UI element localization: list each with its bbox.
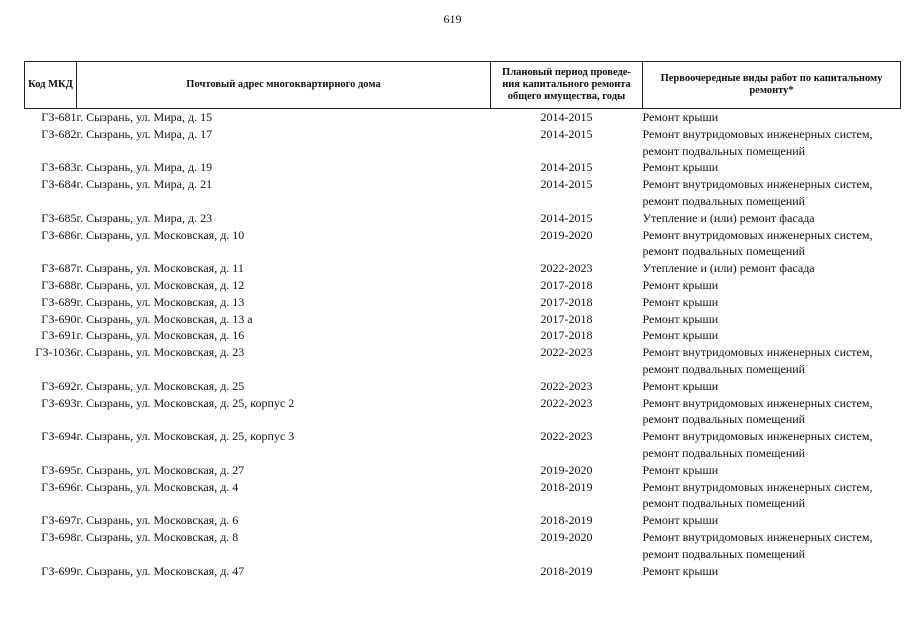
building-code: ГЗ-683 bbox=[41, 160, 77, 175]
header-works-line: ремонту* bbox=[749, 85, 794, 96]
building-address: г. Сызрань, ул. Московская, д. 16 bbox=[76, 328, 245, 343]
repair-works-line: ремонт подвальных помещений bbox=[642, 546, 806, 561]
building-address: г. Сызрань, ул. Московская, д. 4 bbox=[76, 479, 239, 494]
table-row bbox=[25, 563, 901, 580]
building-address: г. Сызрань, ул. Мира, д. 19 bbox=[76, 160, 213, 175]
repair-works bbox=[643, 428, 901, 462]
table-row bbox=[25, 227, 901, 261]
building-code: ГЗ-698 bbox=[41, 529, 77, 544]
building-address: г. Сызрань, ул. Московская, д. 25 bbox=[76, 378, 245, 393]
building-code: ГЗ-690 bbox=[41, 311, 77, 326]
table-row bbox=[25, 260, 901, 277]
repair-works bbox=[643, 344, 901, 378]
building-address: г. Сызрань, ул. Московская, д. 11 bbox=[76, 261, 244, 276]
repair-works bbox=[643, 327, 901, 344]
repair-works bbox=[643, 395, 901, 429]
header-address: Почтовый адрес многоквартирного дома bbox=[77, 62, 491, 109]
building-code: ГЗ-1036 bbox=[35, 345, 77, 360]
building-code: ГЗ-681 bbox=[41, 110, 77, 124]
building-code: ГЗ-691 bbox=[41, 328, 77, 343]
repair-works-line: Ремонт крыши bbox=[642, 311, 719, 326]
building-code: ГЗ-685 bbox=[41, 210, 77, 225]
repair-works bbox=[643, 277, 901, 294]
table-row bbox=[25, 529, 901, 563]
header-period-line: Плановый период проведе- bbox=[502, 67, 631, 78]
repair-works bbox=[643, 479, 901, 513]
building-address: г. Сызрань, ул. Московская, д. 6 bbox=[76, 513, 239, 528]
repair-period: 2014-2015 bbox=[540, 126, 593, 141]
repair-works-line: ремонт подвальных помещений bbox=[642, 143, 806, 158]
building-code: ГЗ-692 bbox=[41, 378, 77, 393]
table-row bbox=[25, 344, 901, 378]
repair-period: 2019-2020 bbox=[540, 227, 593, 242]
building-code: ГЗ-694 bbox=[41, 429, 77, 444]
table-row bbox=[25, 159, 901, 176]
building-code: ГЗ-689 bbox=[41, 294, 77, 309]
repair-works-line: Ремонт крыши bbox=[642, 462, 719, 477]
repair-works bbox=[643, 512, 901, 529]
building-address: г. Сызрань, ул. Московская, д. 27 bbox=[76, 462, 245, 477]
repair-works-line: Ремонт внутридомовых инженерных систем, bbox=[642, 395, 873, 410]
building-code: ГЗ-695 bbox=[41, 462, 77, 477]
building-address: г. Сызрань, ул. Мира, д. 15 bbox=[76, 110, 213, 124]
repair-period: 2022-2023 bbox=[540, 378, 593, 393]
table-row bbox=[25, 512, 901, 529]
header-period-line: общего имущества, годы bbox=[507, 91, 626, 102]
repair-works-line: Утепление и (или) ремонт фасада bbox=[642, 261, 815, 276]
repair-works-line: ремонт подвальных помещений bbox=[642, 412, 806, 427]
repair-works-line: Ремонт внутридомовых инженерных систем, bbox=[642, 429, 873, 444]
repair-works-line: Ремонт внутридомовых инженерных систем, bbox=[642, 529, 873, 544]
building-address: г. Сызрань, ул. Московская, д. 10 bbox=[76, 227, 245, 242]
table-row bbox=[25, 462, 901, 479]
header-period bbox=[491, 62, 643, 109]
table-row bbox=[25, 210, 901, 227]
repair-works-line: ремонт подвальных помещений bbox=[642, 193, 806, 208]
repair-works-line: Ремонт крыши bbox=[642, 513, 719, 528]
table-row bbox=[25, 395, 901, 429]
building-address: г. Сызрань, ул. Мира, д. 21 bbox=[76, 177, 213, 192]
repair-works bbox=[643, 462, 901, 479]
repair-works-line: ремонт подвальных помещений bbox=[642, 496, 806, 511]
repair-works bbox=[643, 294, 901, 311]
repair-period: 2017-2018 bbox=[540, 294, 593, 309]
repair-works-line: ремонт подвальных помещений bbox=[642, 361, 806, 376]
repair-period: 2022-2023 bbox=[540, 429, 593, 444]
building-address: г. Сызрань, ул. Московская, д. 25, корпус 3 bbox=[76, 429, 295, 444]
repair-period: 2018-2019 bbox=[540, 479, 593, 494]
table-row bbox=[25, 277, 901, 294]
repair-period: 2014-2015 bbox=[540, 177, 593, 192]
repair-period: 2019-2020 bbox=[540, 462, 593, 477]
building-address: г. Сызрань, ул. Московская, д. 13 bbox=[76, 294, 245, 309]
repair-works bbox=[643, 378, 901, 395]
building-code: ГЗ-697 bbox=[41, 513, 77, 528]
repair-period: 2014-2015 bbox=[540, 110, 593, 124]
building-code: ГЗ-693 bbox=[41, 395, 77, 410]
repair-works-line: Ремонт крыши bbox=[642, 563, 719, 578]
repair-works bbox=[643, 109, 901, 126]
table-row bbox=[25, 311, 901, 328]
repair-works-line: Ремонт крыши bbox=[642, 110, 719, 124]
repair-works-line: Ремонт крыши bbox=[642, 378, 719, 393]
building-code: ГЗ-699 bbox=[41, 563, 77, 578]
buildings-table bbox=[24, 61, 901, 579]
repair-works-line: ремонт подвальных помещений bbox=[642, 445, 806, 460]
repair-works-line: Утепление и (или) ремонт фасада bbox=[642, 210, 815, 225]
building-code: ГЗ-684 bbox=[41, 177, 77, 192]
table-row bbox=[25, 479, 901, 513]
table-row bbox=[25, 109, 901, 126]
building-code: ГЗ-696 bbox=[41, 479, 77, 494]
building-address: г. Сызрань, ул. Московская, д. 23 bbox=[76, 345, 245, 360]
table-row bbox=[25, 327, 901, 344]
repair-period: 2014-2015 bbox=[540, 160, 593, 175]
header-period-line: ния капитального ремонта bbox=[502, 79, 631, 90]
header-works bbox=[643, 62, 901, 109]
repair-works-line: Ремонт крыши bbox=[642, 277, 719, 292]
repair-works bbox=[643, 260, 901, 277]
table-row bbox=[25, 126, 901, 160]
table-row bbox=[25, 176, 901, 210]
table-row bbox=[25, 428, 901, 462]
building-address: г. Сызрань, ул. Московская, д. 47 bbox=[76, 563, 245, 578]
building-code: ГЗ-682 bbox=[41, 126, 77, 141]
repair-works-line: Ремонт крыши bbox=[642, 294, 719, 309]
repair-works-line: Ремонт внутридомовых инженерных систем, bbox=[642, 345, 873, 360]
building-address: г. Сызрань, ул. Московская, д. 25, корпус 2 bbox=[76, 395, 295, 410]
repair-works bbox=[643, 210, 901, 227]
repair-period: 2019-2020 bbox=[540, 529, 593, 544]
repair-period: 2017-2018 bbox=[540, 311, 593, 326]
building-address: г. Сызрань, ул. Московская, д. 12 bbox=[76, 277, 245, 292]
repair-works-line: Ремонт внутридомовых инженерных систем, bbox=[642, 479, 873, 494]
repair-works-line: Ремонт внутридомовых инженерных систем, bbox=[642, 126, 873, 141]
repair-works bbox=[643, 311, 901, 328]
repair-works bbox=[643, 529, 901, 563]
repair-works bbox=[643, 227, 901, 261]
table-row bbox=[25, 294, 901, 311]
repair-works-line: Ремонт внутридомовых инженерных систем, bbox=[642, 227, 873, 242]
building-address: г. Сызрань, ул. Мира, д. 17 bbox=[76, 126, 213, 141]
repair-works-line: Ремонт внутридомовых инженерных систем, bbox=[642, 177, 873, 192]
repair-works bbox=[643, 563, 901, 580]
repair-works bbox=[643, 159, 901, 176]
building-address: г. Сызрань, ул. Мира, д. 23 bbox=[76, 210, 213, 225]
repair-works bbox=[643, 176, 901, 210]
repair-period: 2018-2019 bbox=[540, 513, 593, 528]
repair-works-line: Ремонт крыши bbox=[642, 160, 719, 175]
repair-period: 2017-2018 bbox=[540, 328, 593, 343]
header-code: Код МКД bbox=[25, 62, 77, 109]
building-code: ГЗ-687 bbox=[41, 261, 77, 276]
repair-period: 2018-2019 bbox=[540, 563, 593, 578]
building-address: г. Сызрань, ул. Московская, д. 8 bbox=[76, 529, 239, 544]
repair-period: 2017-2018 bbox=[540, 277, 593, 292]
building-code: ГЗ-688 bbox=[41, 277, 77, 292]
header-works-line: Первоочередные виды работ по капитальному bbox=[660, 73, 883, 84]
repair-period: 2022-2023 bbox=[540, 345, 593, 360]
table-header bbox=[25, 62, 901, 109]
repair-works bbox=[643, 126, 901, 160]
repair-period: 2022-2023 bbox=[540, 261, 593, 276]
repair-works-line: Ремонт крыши bbox=[642, 328, 719, 343]
page-number: 619 bbox=[443, 12, 462, 26]
building-code: ГЗ-686 bbox=[41, 227, 77, 242]
table-body bbox=[25, 109, 901, 580]
repair-period: 2014-2015 bbox=[540, 210, 593, 225]
table-row bbox=[25, 378, 901, 395]
building-address: г. Сызрань, ул. Московская, д. 13 а bbox=[76, 311, 253, 326]
repair-period: 2022-2023 bbox=[540, 395, 593, 410]
repair-works-line: ремонт подвальных помещений bbox=[642, 244, 806, 259]
